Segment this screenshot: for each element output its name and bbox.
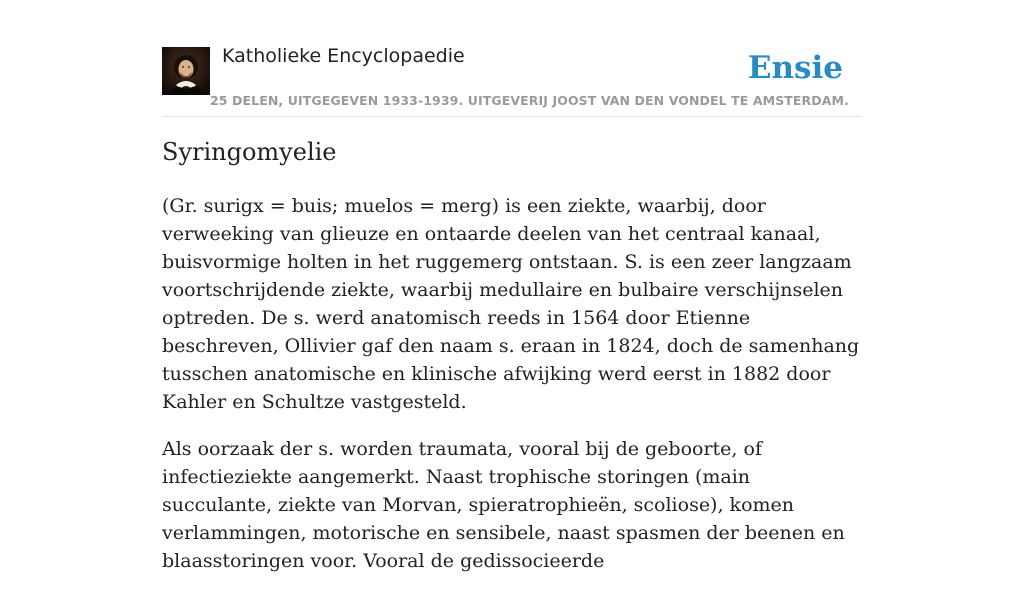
entry-paragraph: Als oorzaak der s. worden traumata, vooral bij de geboorte, of infectieziekte aangemerkt. Naast trophische storingen (main succulante, ziekte van Morvan, spieratrophieën, scoliose), komen verlammingen, motorische en sensibele, naast spasmen der beenen en blaasstoringen voor. Vooral de gedissocieerde: [162, 438, 845, 572]
ensie-logo-link[interactable]: Ensie: [747, 50, 843, 86]
portrait-avatar-icon[interactable]: [162, 47, 210, 95]
entry-body: [162, 192, 862, 594]
entry-paragraph: (Gr. surigx = buis; muelos = merg) is een ziekte, waarbij, door verweeking van glieuze en ontaarde deelen van het centraal kanaal, buisvormige holten in het ruggemerg ontstaan. S. is een zeer langzaam voortschrijdende ziekte, waarbij medullaire en bulbaire verschijnselen optreden. De s. werd anatomisch reeds in 1564 door Etienne beschreven, Ollivier gaf den naam s. eraan in 1824, doch de samenhang tusschen anatomische en klinische afwijking werd eerst in 1882 door Kahler en Schultze vastgesteld.: [162, 195, 860, 413]
source-title-link[interactable]: Katholieke Encyclopaedie: [222, 45, 465, 67]
source-header: [162, 0, 862, 117]
source-subtitle: 25 DELEN, UITGEGEVEN 1933-1939. UITGEVERIJ JOOST VAN DEN VONDEL TE AMSTERDAM.: [210, 93, 849, 108]
entry-title: Syringomyelie: [162, 138, 337, 166]
content-container: [162, 0, 862, 572]
